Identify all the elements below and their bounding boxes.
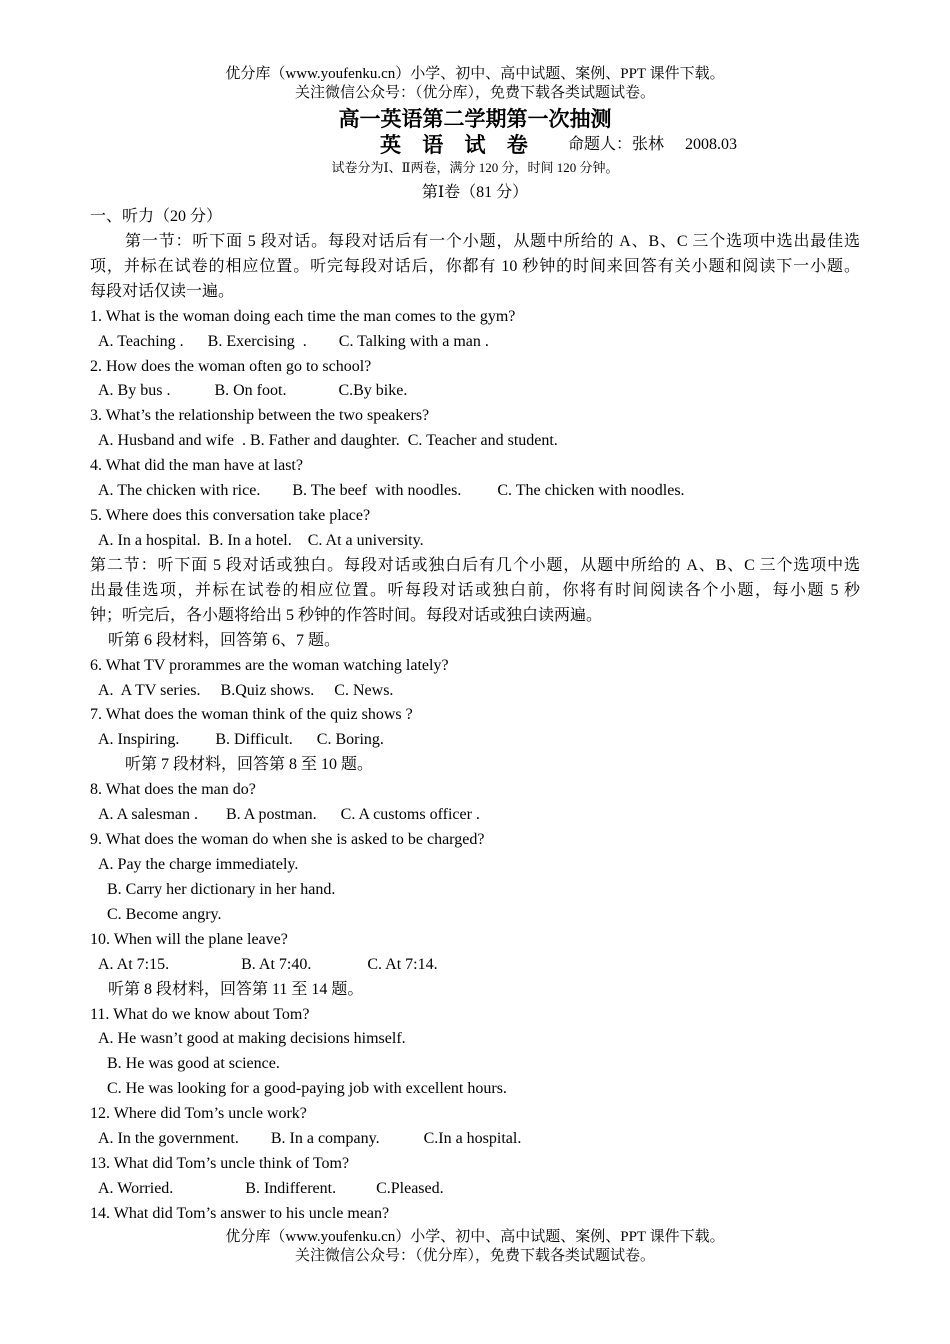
exam-body [90, 205, 860, 1227]
question-options: A. Worried. B. Indifferent. C.Pleased. [98, 1179, 444, 1197]
exam-subtitle: 英 语 试 卷 [380, 133, 536, 157]
question-option: A. Pay the charge immediately. [98, 855, 299, 873]
exam-title: 高一英语第二学期第一次抽测 [338, 107, 612, 131]
question-stem: 6. What TV prorammes are the woman watching lately? [90, 656, 449, 674]
question-options: A. Husband and wife . B. Father and daughter. C. Teacher and student. [98, 432, 558, 450]
question-options: A. In a hospital. B. In a hotel. C. At a university. [98, 531, 424, 549]
question-stem: 11. What do we know about Tom? [90, 1005, 310, 1023]
material-heading: 听第 7 段材料，回答第 8 至 10 题。 [125, 756, 374, 774]
site-header-line1: 优分库（www.youfenku.cn）小学、初中、高中试题、案例、PPT 课件下载。 [225, 66, 725, 82]
volume-heading: 第Ⅰ卷（81 分） [421, 184, 529, 201]
question-stem: 9. What does the woman do when she is asked to be charged? [90, 831, 485, 849]
question-options: A. At 7:15. B. At 7:40. C. At 7:14. [98, 955, 438, 973]
part1-intro-line: 项，并标在试卷的相应位置。听完每段对话后，你都有 10 秒钟的时间来回答有关小题和阅读下一小题。 [90, 257, 860, 275]
part2-intro-line: 第二节：听下面 5 段对话或独白。每段对话或独白后有几个小题，从题中所给的 A、B、C 三个选项中选 [90, 556, 860, 574]
question-stem: 13. What did Tom’s uncle think of Tom? [90, 1155, 350, 1173]
question-options: A. Teaching . B. Exercising . C. Talking with a man . [98, 332, 489, 350]
exam-author: 命题人：张林 [568, 136, 665, 153]
question-stem: 3. What’s the relationship between the two speakers? [90, 407, 430, 425]
question-options: A. By bus . B. On foot. C.By bike. [98, 382, 408, 400]
question-options: A. In the government. B. In a company. C.In a hospital. [98, 1130, 522, 1148]
part1-intro-line: 第一节：听下面 5 段对话。每段对话后有一个小题，从题中所给的 A、B、C 三个选项中选出最佳选 [125, 232, 860, 250]
question-options: A. The chicken with rice. B. The beef with noodles. C. The chicken with noodles. [98, 482, 685, 500]
site-footer-line2: 关注微信公众号：（优分库），免费下载各类试题试卷。 [294, 1248, 655, 1264]
site-footer-line1: 优分库（www.youfenku.cn）小学、初中、高中试题、案例、PPT 课件下载。 [225, 1229, 725, 1245]
question-stem: 4. What did the man have at last? [90, 457, 303, 475]
question-option: B. He was good at science. [107, 1055, 280, 1073]
site-header-line2: 关注微信公众号：（优分库），免费下载各类试题试卷。 [294, 85, 655, 101]
part2-intro-line: 钟；听完后，各小题将给出 5 秒钟的作答时间。每段对话或独白读两遍。 [90, 606, 603, 624]
question-stem: 2. How does the woman often go to school? [90, 357, 372, 375]
exam-date: 2008.03 [685, 136, 737, 153]
question-stem: 12. Where did Tom’s uncle work? [90, 1105, 307, 1123]
question-stem: 10. When will the plane leave? [90, 930, 288, 948]
exam-info: 试卷分为Ⅰ、Ⅱ两卷，满分 120 分，时间 120 分钟。 [331, 160, 619, 175]
part1-intro-line: 每段对话仅读一遍。 [90, 282, 235, 300]
question-option: C. He was looking for a good-paying job with excellent hours. [107, 1080, 507, 1098]
question-option: A. He wasn’t good at making decisions himself. [98, 1030, 406, 1048]
question-options: A. Inspiring. B. Difficult. C. Boring. [98, 731, 384, 749]
question-stem: 8. What does the man do? [90, 781, 256, 799]
material-heading: 听第 6 段材料，回答第 6、7 题。 [108, 631, 341, 649]
question-option: B. Carry her dictionary in her hand. [107, 880, 336, 898]
question-stem: 7. What does the woman think of the quiz shows ? [90, 706, 413, 724]
question-stem: 14. What did Tom’s answer to his uncle mean? [90, 1204, 390, 1222]
question-options: A. A TV series. B.Quiz shows. C. News. [98, 681, 394, 699]
section-heading: 一、听力（20 分） [90, 208, 223, 225]
question-options: A. A salesman . B. A postman. C. A customs officer . [98, 806, 480, 824]
material-heading: 听第 8 段材料，回答第 11 至 14 题。 [108, 980, 364, 998]
part2-intro-line: 出最佳选项，并标在试卷的相应位置。听每段对话或独白前，你将有时间阅读各个小题，每小题 5 秒 [90, 581, 860, 599]
question-stem: 1. What is the woman doing each time the man comes to the gym? [90, 307, 516, 325]
question-stem: 5. Where does this conversation take place? [90, 507, 371, 525]
question-option: C. Become angry. [107, 905, 222, 923]
